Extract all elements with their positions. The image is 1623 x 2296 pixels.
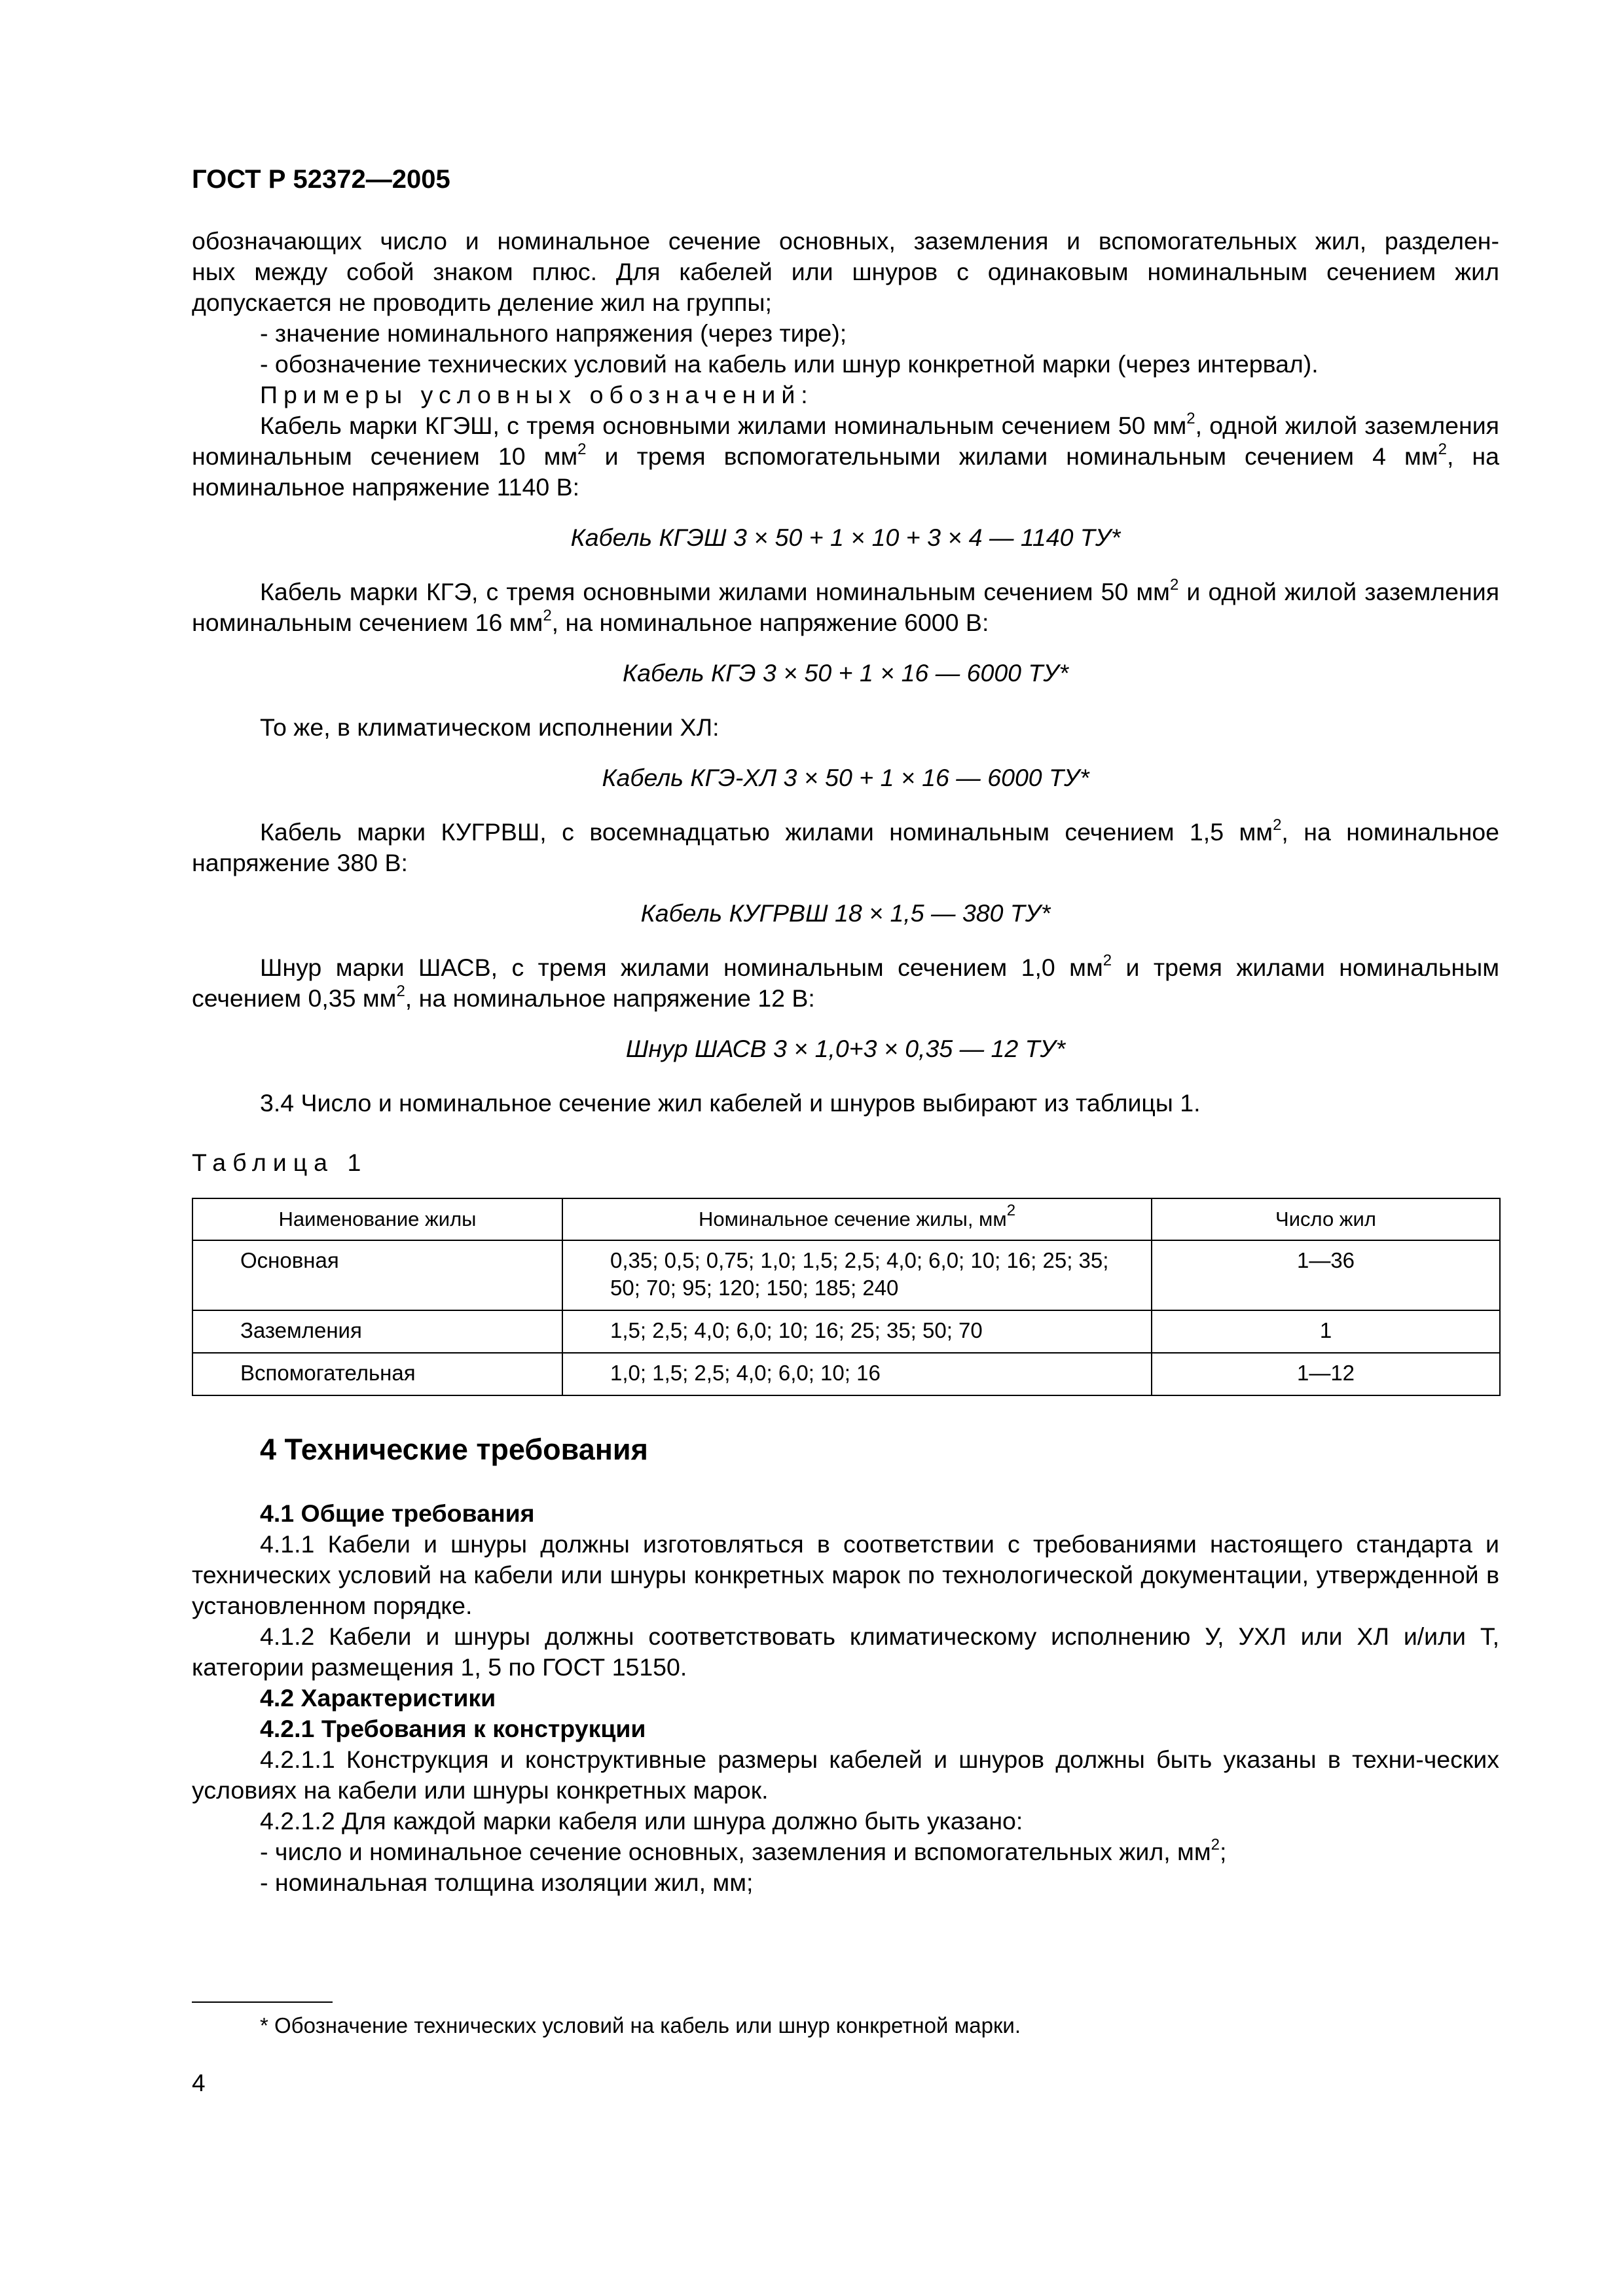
document-header: ГОСТ Р 52372—2005: [192, 165, 450, 194]
table-cell: 1,0; 1,5; 2,5; 4,0; 6,0; 10; 16: [562, 1353, 1152, 1395]
table-row: [192, 1310, 1500, 1353]
example-text: Шнур марки ШАСВ, с тремя жилами номинальным сечением 1,0 $мм^2$ и тремя жилами номинальным сечением 0,35 $мм^2$, на номинальное напряжение 12 В:: [192, 952, 1499, 1012]
subsection-heading: 4.1 Общие требования: [260, 1499, 535, 1527]
paragraph: 4.1.2 Кабели и шнуры должны соответствовать климатическому исполнению У, УХЛ или ХЛ и/или Т, категории размещения 1, 5 по ГОСТ 15150.: [192, 1623, 1499, 1681]
table-row: [192, 1353, 1500, 1395]
example-text: Кабель марки КГЭ, с тремя основными жилами номинальным сечением 50 $мм^2$ и одной жилой заземления номинальным сечением 16 $мм^2$, на номинальное напряжение 6000 В:: [192, 576, 1499, 636]
example-formula: Кабель КУГРВШ 18 × 1,5 — 380 ТУ*: [640, 899, 1051, 927]
list-item: - номинальная толщина изоляции жил, мм;: [260, 1869, 754, 1896]
table-cell: Вспомогательная: [192, 1353, 562, 1395]
example-text: Кабель марки КУГРВШ, с восемнадцатью жилами номинальным сечением 1,5 $мм^2$, на номинальное напряжение 380 В:: [192, 816, 1499, 876]
cores-table: [192, 1198, 1501, 1396]
document-body: [192, 226, 1499, 1898]
footnote: * Обозначение технических условий на кабель или шнур конкретной марки.: [260, 2013, 1021, 2037]
examples-title: Примеры условных обозначений:: [260, 381, 814, 408]
table-header-cell: Наименование жилы: [192, 1198, 562, 1240]
table-row: [192, 1240, 1500, 1310]
paragraph: 4.2.1.1 Конструкция и конструктивные размеры кабелей и шнуров должны быть указаны в техни-ческих условиях на кабели или шнуры конкретных марок.: [192, 1746, 1499, 1804]
paragraph: 4.2.1.2 Для каждой марки кабеля или шнура должно быть указано:: [260, 1807, 1023, 1835]
example-text: То же, в климатическом исполнении ХЛ:: [260, 713, 720, 741]
intro-line: ных между собой знаком плюс. Для кабелей или шнуров с одинаковым номинальным сечением жил: [192, 258, 1499, 285]
table-header-cell: Номинальное сечение жилы, $мм^2$: [562, 1198, 1152, 1240]
intro-line: обозначающих число и номинальное сечение основных, заземления и вспомогательных жил, разделен-: [192, 227, 1499, 255]
list-item: - обозначение технических условий на кабель или шнур конкретной марки (через интервал).: [260, 350, 1319, 378]
table-cell: 0,35; 0,5; 0,75; 1,0; 1,5; 2,5; 4,0; 6,0; 10; 16; 25; 35; 50; 70; 95; 120; 150; 185; 240: [562, 1240, 1152, 1310]
list-item: - значение номинального напряжения (через тире);: [260, 319, 847, 347]
paragraph: 4.1.1 Кабели и шнуры должны изготовляться в соответствии с требованиями настоящего стандарта и технических условий на кабели или шнуры конкретных марок по технологической документации, утвержденной в установленном порядке.: [192, 1530, 1499, 1619]
example-formula: Кабель КГЭ 3 × 50 + 1 × 16 — 6000 ТУ*: [623, 659, 1068, 687]
clause-3-4: 3.4 Число и номинальное сечение жил кабелей и шнуров выбирают из таблицы 1.: [260, 1089, 1201, 1117]
table-header-cell: Число жил: [1152, 1198, 1500, 1240]
example-formula: Кабель КГЭШ 3 × 50 + 1 × 10 + 3 × 4 — 1140 ТУ*: [570, 524, 1121, 551]
table-cell: 1—36: [1152, 1240, 1500, 1310]
example-formula: Шнур ШАСВ 3 × 1,0+3 × 0,35 — 12 ТУ*: [625, 1035, 1066, 1062]
table-header-row: [192, 1198, 1500, 1240]
section-4-heading: 4 Технические требования: [260, 1433, 648, 1466]
footnote-divider: [192, 2001, 333, 2003]
table-cell: 1: [1152, 1310, 1500, 1353]
subsection-heading: 4.2 Характеристики: [260, 1684, 496, 1712]
example-formula: Кабель КГЭ-ХЛ 3 × 50 + 1 × 16 — 6000 ТУ*: [602, 764, 1089, 791]
table-caption: Таблица 1: [192, 1149, 368, 1176]
table-cell: 1,5; 2,5; 4,0; 6,0; 10; 16; 25; 35; 50; 70: [562, 1310, 1152, 1353]
table-cell: Основная: [192, 1240, 562, 1310]
table-cell: 1—12: [1152, 1353, 1500, 1395]
intro-line: допускается не проводить деление жил на группы;: [192, 289, 772, 316]
list-item: - число и номинальное сечение основных, заземления и вспомогательных жил, $мм^2$;: [260, 1836, 1227, 1865]
example-text: Кабель марки КГЭШ, с тремя основными жилами номинальным сечением 50 $мм^2$, одной жилой заземления номинальным сечением 10 $мм^2$ и тремя вспомогательными жилами номинальным сечением 4 $мм^2$, на номинальное напряжение 1140 В:: [192, 410, 1499, 501]
table-cell: Заземления: [192, 1310, 562, 1353]
page-number: 4: [192, 2070, 206, 2096]
subsection-heading: 4.2.1 Требования к конструкции: [260, 1715, 646, 1742]
